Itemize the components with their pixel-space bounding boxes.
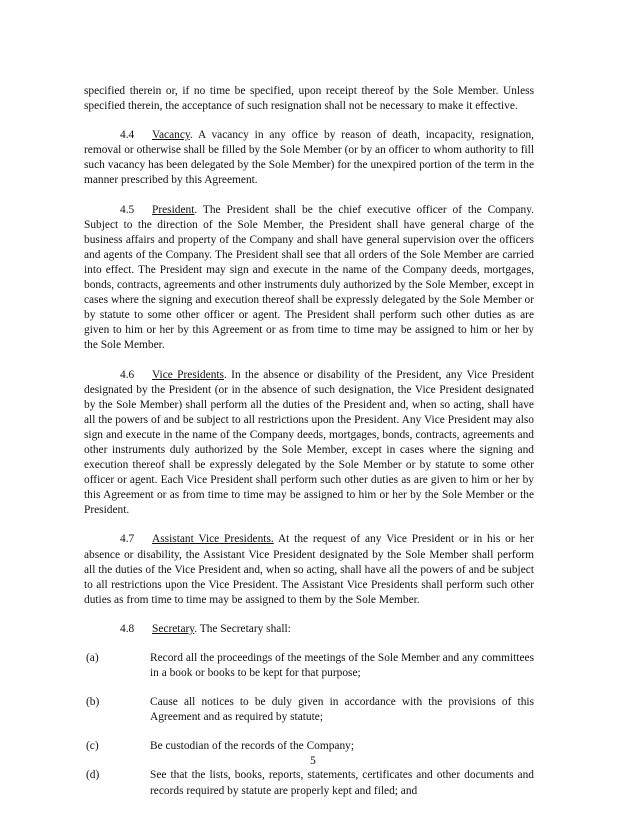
section-text: . In the absence or disability of the President, any Vice President designated by the President (or in the absence of such designation, the Vice President designated by the Sole Member) shall perform all the duties of the President and, when so acting, shall have all the powers of and be subject to all restrictions upon the President. Any Vice President may also sign and execute in the name of the Company deeds, mortgages, bonds, contracts, agreements and other instruments duly authorized by the Sole Member, except in cases where the signing and execution thereof shall be expressly delegated by the Sole Member or by statute to some other officer or agent. Each Vice President shall perform such other duties as are given to him or her by this Agreement or as from time to time may be assigned to him or her by the Sole Member or the President.: [84, 368, 534, 517]
section-heading: President: [152, 203, 195, 216]
document-page: [84, 84, 534, 813]
secretary-item-a: [84, 651, 534, 681]
section-number: 4.8: [120, 622, 135, 635]
section-heading: Vacancy: [152, 129, 190, 142]
section-4-7-assistant-vice-presidents: [84, 532, 534, 607]
item-label: (a): [86, 652, 99, 664]
section-text: At the request of any Vice President or in his or her absence or disability, the Assistant Vice President designated by the Sole Member shall perform all the duties of the Vice President and, when so acting, shall have all the powers of and be subject to all restrictions upon the Vice President. The Assistant Vice Presidents shall perform such other duties as from time to time may be assigned to them by the Sole Member.: [84, 533, 534, 606]
item-text: Be custodian of the records of the Company;: [150, 740, 355, 753]
section-heading: Assistant Vice Presidents.: [152, 533, 274, 546]
section-4-4-vacancy: [84, 128, 534, 188]
item-text: Record all the proceedings of the meetings of the Sole Member and any committees in a book or books to be kept for that purpose;: [150, 652, 534, 680]
item-text: Cause all notices to be duly given in accordance with the provisions of this Agreement and as required by statute;: [150, 696, 534, 724]
section-heading: Secretary: [152, 622, 195, 635]
item-label: (b): [86, 696, 100, 709]
item-label: (c): [86, 740, 99, 753]
section-number: 4.4: [120, 129, 135, 142]
continuation-paragraph: specified therein or, if no time be specified, upon receipt thereof by the Sole Member. Unless specified therein, the acceptance of such resignation shall not be necessary to make it effective.: [84, 85, 534, 113]
page-number: 5: [310, 755, 316, 767]
secretary-item-b: [84, 695, 534, 725]
section-number: 4.7: [120, 533, 135, 546]
section-4-5-president: [84, 203, 534, 354]
section-number: 4.6: [120, 368, 135, 381]
section-text: . A vacancy in any office by reason of death, incapacity, resignation, removal or otherwise shall be filled by the Sole Member (or by an officer to whom authority to fill such vacancy has been delegated by the Sole Member) for the unexpired portion of the term in the manner prescribed by this Agreement.: [84, 129, 534, 187]
section-text: . The President shall be the chief executive officer of the Company. Subject to the direction of the Sole Member, the President shall have general charge of the business affairs and property of the Company and shall have general supervision over the officers and agents of the Company. The President shall see that all orders of the Sole Member are carried into effect. The President may sign and execute in the name of the Company deeds, mortgages, bonds, contracts, agreements and other instruments duly authorized by the Sole Member, except in cases where the signing and execution thereof shall be expressly delegated by the Sole Member or by statute to some other officer or agent. The President shall perform such other duties as are given to him or her by this Agreement or as from time to time may be assigned to him or her by the Sole Member.: [84, 203, 534, 352]
item-label: (d): [86, 769, 100, 782]
item-text: See that the lists, books, reports, statements, certificates and other documents and records required by statute are properly kept and filed; and: [150, 769, 534, 797]
section-number: 4.5: [120, 203, 135, 216]
secretary-item-d: [84, 768, 534, 798]
section-heading: Vice Presidents: [152, 368, 224, 381]
secretary-item-c: [84, 739, 534, 754]
section-text: . The Secretary shall:: [194, 622, 291, 635]
section-4-6-vice-presidents: [84, 368, 534, 519]
section-4-8-secretary: [84, 622, 534, 637]
